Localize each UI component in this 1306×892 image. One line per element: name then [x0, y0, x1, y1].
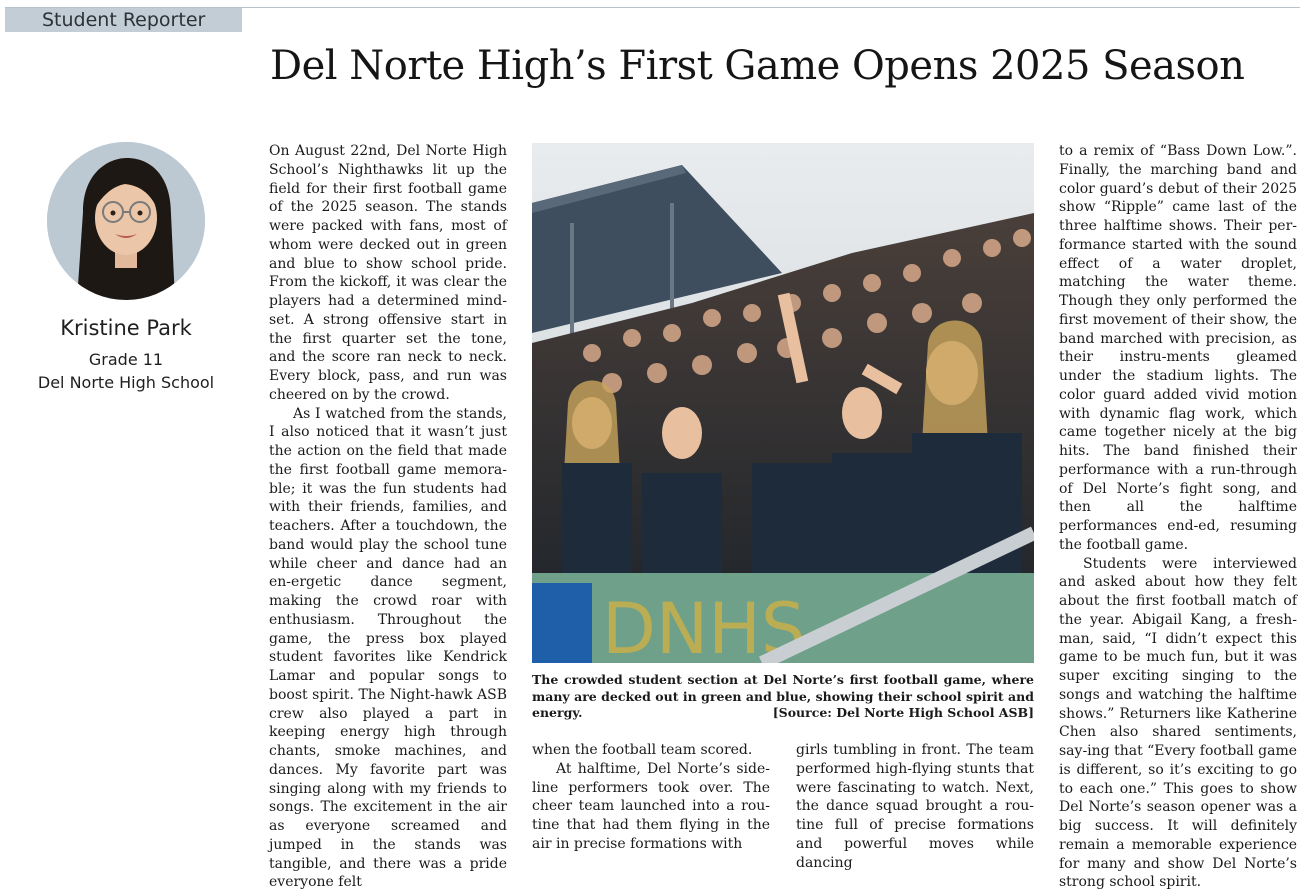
- article-column-4: [1059, 142, 1297, 892]
- section-tag: [5, 8, 242, 32]
- author-avatar: [47, 142, 205, 300]
- author-grade: Grade 11: [0, 350, 252, 369]
- article-paragraph: girls tumbling in front. The team performed high-flying stunts that were fascinating to watch. Next, the dance squad brought a rou-tine full of precise formations and powerful moves while dancing: [796, 741, 1034, 872]
- headline: Del Norte High’s First Game Opens 2025 Season: [270, 38, 1244, 94]
- caption-text: The crowded student section at Del Norte’s first football game, where many are decked out in green and blue, showing their school spirit and energy.: [532, 672, 1034, 720]
- article-paragraph: Students were interviewed and asked about how they felt about the first football match of the year. Abigail Kang, a fresh-man, said, “I didn’t expect this game to be much fun, but it was super exciting singing to the songs and watching the halftime shows.” Returners like Katherine Chen also shared sentiments, say-ing that “Every football game is different, so it’s exciting to go to each one.” This goes to show Del Norte’s season opener was a big success. It will definitely remain a memorable experience for many and show Del Norte’s strong school spirit.: [1059, 555, 1297, 892]
- article-paragraph: At halftime, Del Norte’s side-line performers took over. The cheer team launched into a rou-tine that had them flying in the air in precise formations with: [532, 760, 770, 854]
- author-school: Del Norte High School: [0, 373, 252, 392]
- article-paragraph: to a remix of “Bass Down Low.”. Finally, the marching band and color guard’s debut of their 2025 show “Ripple” came last of the three halftime shows. Their per-formance started with the sound effect of a water droplet, matching the water theme. Though they only performed the first movement of their show, the band marched with precision, as their instru-ments gleamed under the stadium lights. The color guard added vivid motion with dynamic flag work, which came together nicely at the big hits. The band finished their performance with a run-through of Del Norte’s fight song, and then all the halftime performances end-ed, resuming the football game.: [1059, 142, 1297, 555]
- section-tag-label: Student Reporter: [5, 9, 205, 31]
- article-paragraph: when the football team scored.: [532, 741, 770, 760]
- student-section-image: [532, 143, 1034, 663]
- article-column-3: [796, 741, 1034, 872]
- article-paragraph: As I watched from the stands, I also noticed that it wasn’t just the action on the field that made the first football game memora-ble; it was the fun students had with their friends, families, and teachers. After a touchdown, the band would play the school tune while cheer and dance had an en-ergetic dance segment, making the crowd roar with enthusiasm. Throughout the game, the press box played student favorites like Kendrick Lamar and popular songs to boost spirit. The Night-hawk ASB crew also played a part in keeping energy high through chants, smoke machines, and dances. My favorite part was singing along with my friends to songs. The excitement in the air as everyone screamed and jumped in the stands was tangible, and there was a pride everyone felt: [269, 405, 507, 892]
- article-column-2: [532, 741, 770, 854]
- banner-text: DNHS: [602, 588, 805, 663]
- caption-source: [Source: Del Norte High School ASB]: [773, 705, 1034, 722]
- article-paragraph: On August 22nd, Del Norte High School’s Nighthawks lit up the field for their first football game of the 2025 season. The stands were packed with fans, most of whom were decked out in green and blue to show school pride. From the kickoff, it was clear the players had a determined mind-set. A strong offensive start in the first quarter set the tone, and the score ran neck to neck. Every block, pass, and run was cheered on by the crowd.: [269, 142, 507, 405]
- photo-caption: [532, 672, 1034, 722]
- article-column-1: [269, 142, 507, 892]
- author-portrait-image: [47, 142, 205, 300]
- crowd-photo: [532, 143, 1034, 663]
- author-name: Kristine Park: [0, 316, 252, 340]
